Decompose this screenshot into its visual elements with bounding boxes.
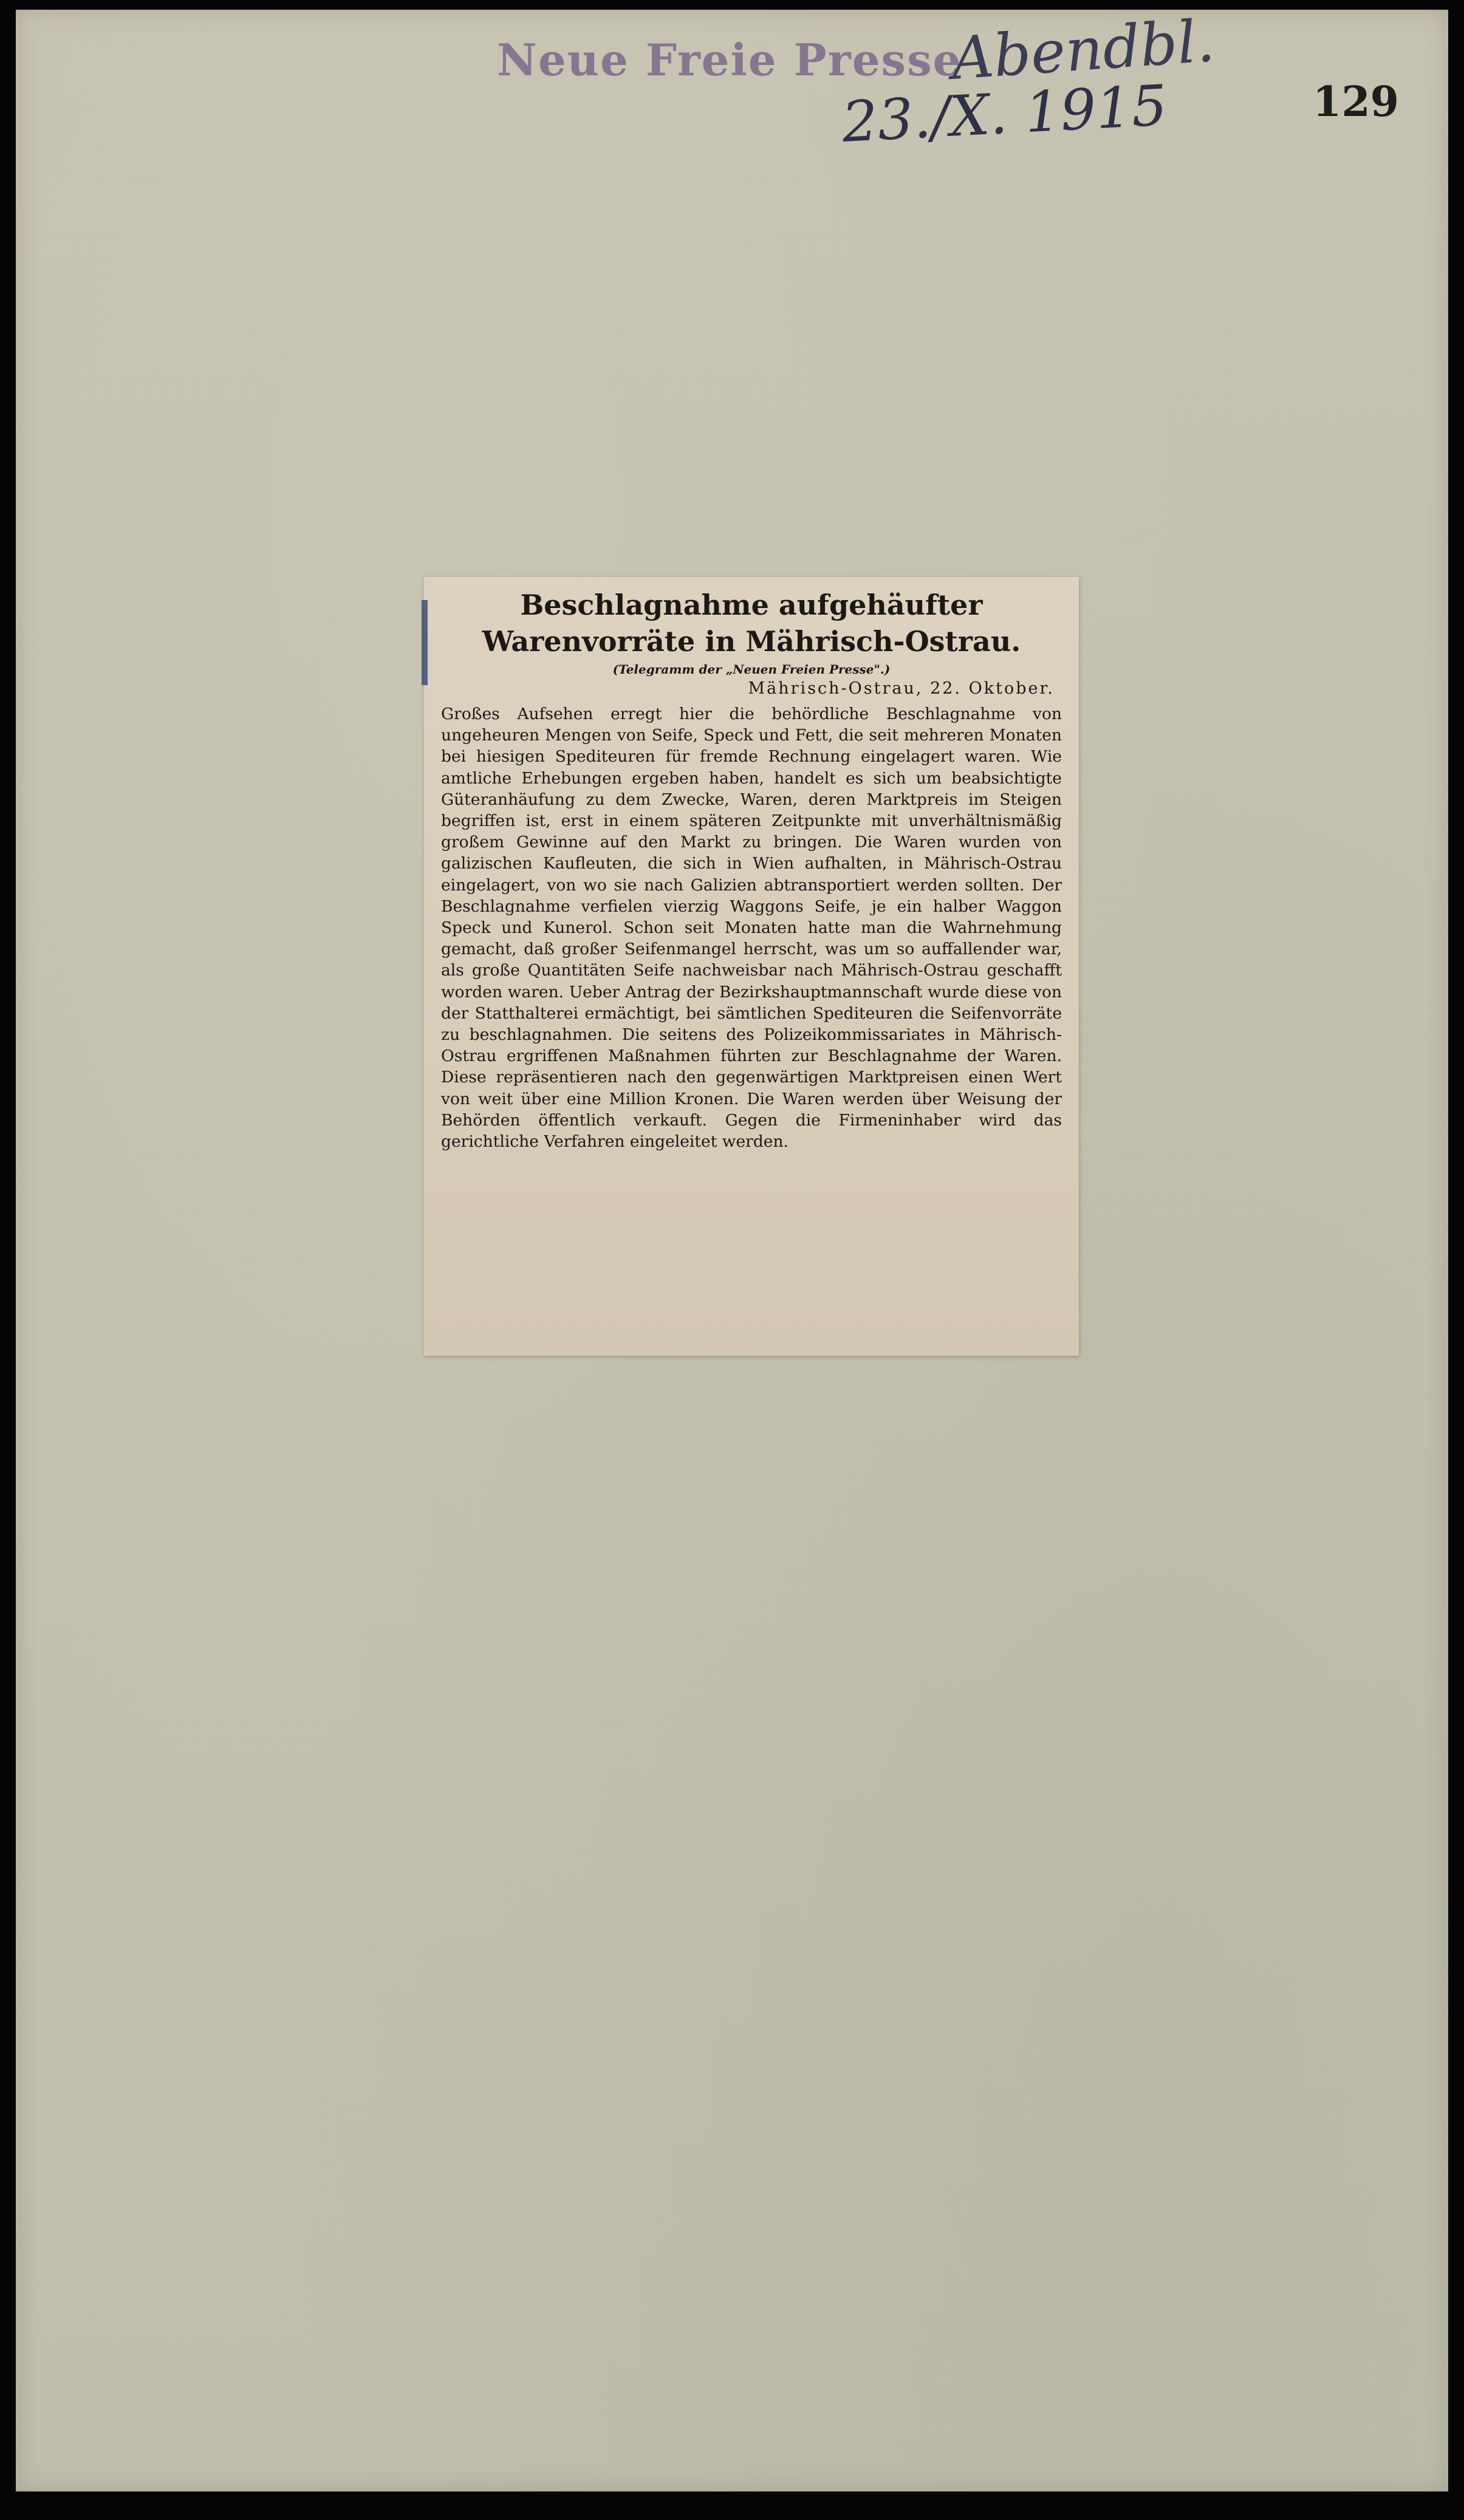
newspaper-stamp: Neue Freie Presse	[497, 34, 962, 86]
handwritten-date: 23./X. 1915	[840, 73, 1169, 155]
article-dateline: Mährisch-Ostrau, 22. Oktober.	[748, 679, 1055, 698]
ink-marker-bar	[422, 600, 428, 685]
archive-sheet	[16, 7, 1448, 2491]
newspaper-clipping	[424, 577, 1079, 1356]
article-headline: Beschlagnahme aufgehäufter Warenvorräte in Mährisch-Ostrau.	[482, 589, 1021, 658]
article-body: Großes Aufsehen erregt hier die behördliche Beschlagnahme von ungeheuren Mengen von Seife, Speck und Fett, die seit mehreren Monaten bei hiesigen Spediteuren für fremde Rechnung eingelagert waren. Wie amtliche Erhebungen ergeben haben, handelt es sich um beabsichtigte Güteranhäufung zu dem Zwecke, Waren, deren Marktpreis im Steigen begriffen ist, erst in einem späteren Zeitpunkte mit unverhältnismäßig großem Gewinne auf den Markt zu bringen. Die Waren wurden von galizischen Kaufleuten, die sich in Wien aufhalten, in Mährisch-Ostrau eingelagert, von wo sie nach Galizien abtransportiert werden sollten. Der Beschlagnahme verfielen vierzig Waggons Seife, je ein halber Waggon Speck und Kunerol. Schon seit Monaten hatte man die Wahrnehmung gemacht, daß großer Seifenmangel herrscht, was um so auffallender war, als große Quantitäten Seife nachweisbar nach Mährisch-Ostrau geschafft worden waren. Ueber Antrag der Bezirkshauptmannschaft wurde diese von der Statthalterei ermächtigt, bei sämtlichen Spediteuren die Seifenvorräte zu beschlagnahmen. Die seitens des Polizeikommissariates in Mährisch-Ostrau ergriffenen Maßnahmen führten zur Beschlagnahme der Waren. Diese repräsentieren nach den gegenwärtigen Marktpreisen einen Wert von weit über eine Million Kronen. Die Waren werden über Weisung der Behörden öffentlich verkauft. Gegen die Firmeninhaber wird das gerichtliche Verfahren eingeleitet werden.	[441, 705, 1062, 1152]
article-subhead: (Telegramm der „Neuen Freien Presse".)	[612, 662, 891, 677]
handwritten-edition-note: Abendbl.	[949, 7, 1217, 93]
page-number: 129	[1313, 78, 1399, 126]
